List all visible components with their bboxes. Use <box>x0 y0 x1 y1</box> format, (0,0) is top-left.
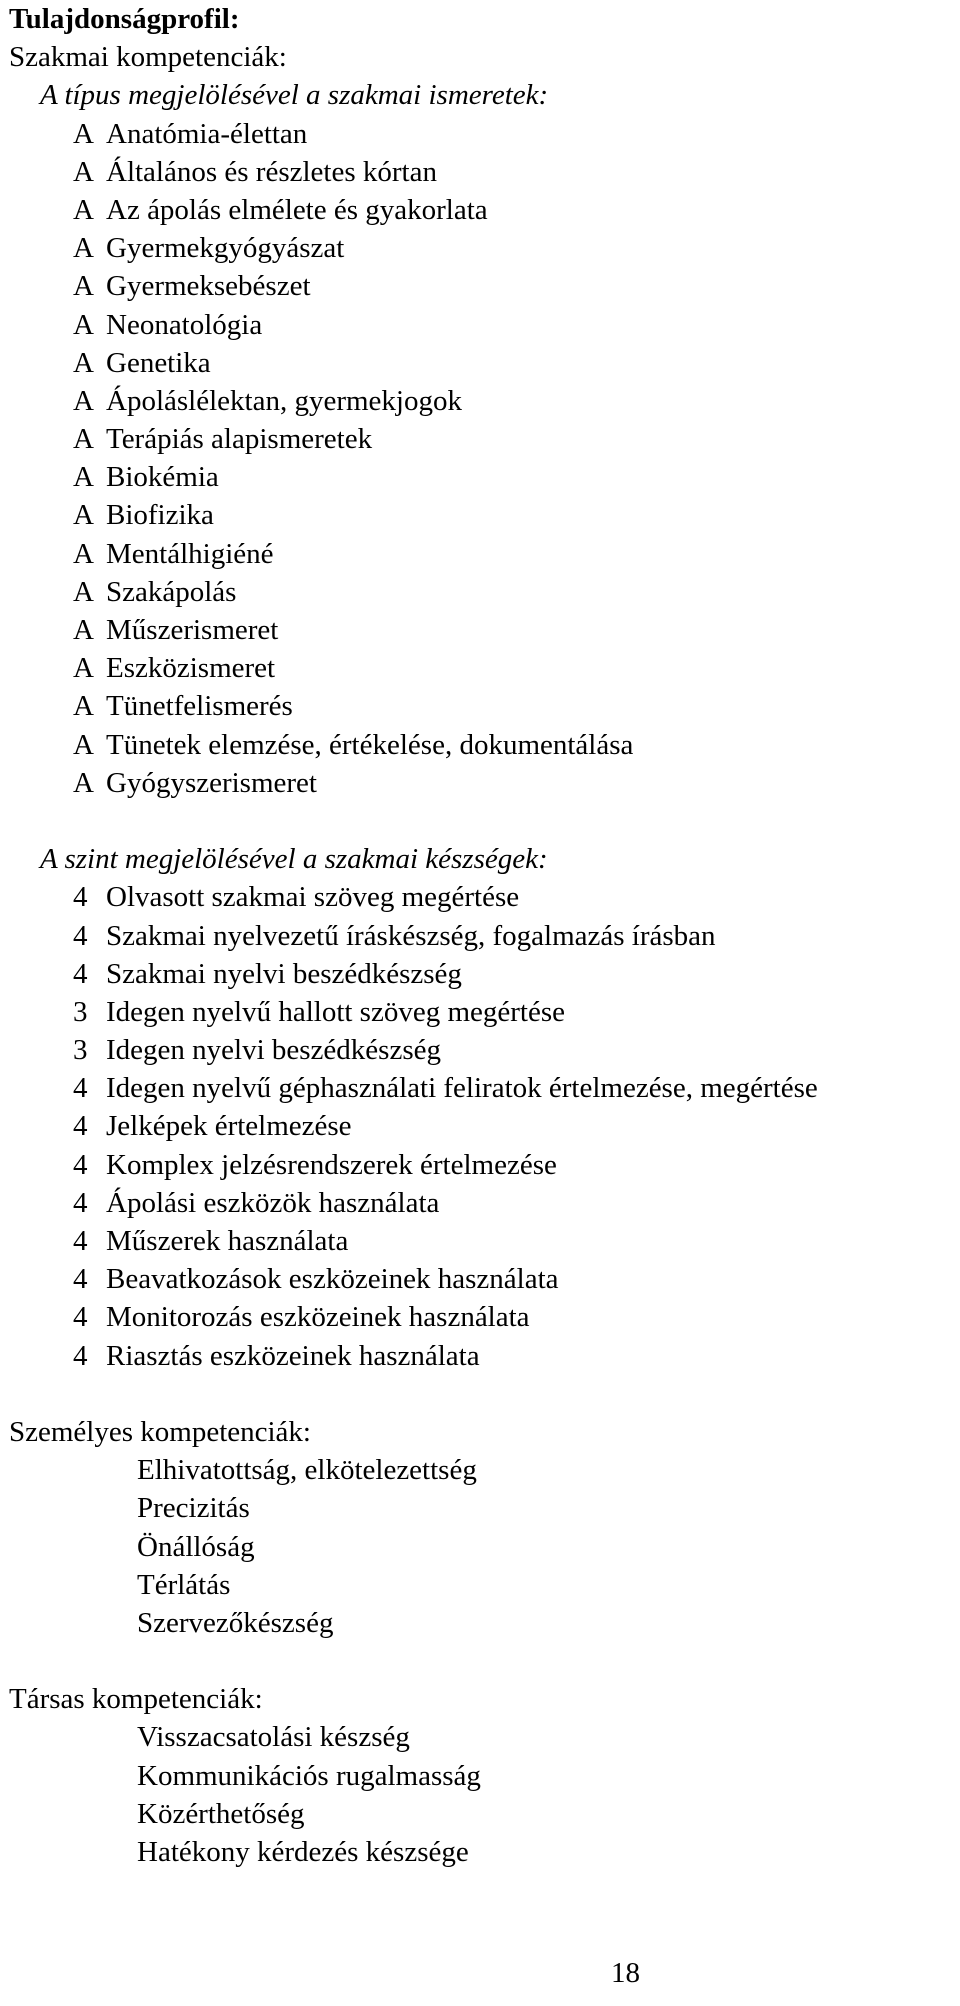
list-item: Precizitás <box>137 1492 250 1525</box>
list-item <box>9 573 954 611</box>
item-text: Idegen nyelvi beszédkészség <box>106 1034 441 1067</box>
item-text: Szakmai nyelvi beszédkészség <box>106 957 462 990</box>
list-item <box>9 267 954 305</box>
item-code: A <box>73 614 94 646</box>
list-item <box>9 153 954 191</box>
list-item <box>9 1107 954 1145</box>
item-code: A <box>73 499 94 532</box>
item-code: A <box>73 652 94 685</box>
item-code: 3 <box>73 995 88 1028</box>
list-item <box>9 420 954 458</box>
list-item <box>9 917 954 955</box>
item-text: Szakápolás <box>106 575 237 608</box>
list-item <box>9 955 954 993</box>
item-code: A <box>73 117 94 150</box>
item-text: Komplex jelzésrendszerek értelmezése <box>106 1148 557 1181</box>
item-code: A <box>73 461 94 494</box>
item-code: A <box>73 308 94 341</box>
list-item <box>9 1337 954 1375</box>
item-text: Idegen nyelvű hallott szöveg megértése <box>106 995 566 1028</box>
list-item <box>9 1069 954 1107</box>
item-code: 4 <box>73 1072 88 1105</box>
item-text: Monitorozás eszközeinek használata <box>106 1301 530 1334</box>
item-text: Műszerek használata <box>106 1225 349 1257</box>
item-text: Mentálhigiéné <box>106 537 274 570</box>
list-item <box>9 458 954 496</box>
item-code: A <box>73 575 94 608</box>
item-text: Biofizika <box>106 499 214 532</box>
item-code: 4 <box>73 881 88 914</box>
item-text: Gyógyszerismeret <box>106 766 317 799</box>
page-number: 18 <box>611 1957 640 1989</box>
item-text: Gyermeksebészet <box>106 270 311 303</box>
list-item <box>9 344 954 382</box>
list-item <box>9 1146 954 1184</box>
list-item: Szervezőkészség <box>137 1606 334 1639</box>
spacer <box>9 1642 954 1680</box>
item-text: Beavatkozások eszközeinek használata <box>106 1263 559 1296</box>
subheading-keszsegek: A szint megjelölésével a szakmai készségek: <box>40 843 548 876</box>
tarsas-list <box>9 1718 954 1871</box>
item-code: 4 <box>73 1148 88 1181</box>
ismeretek-list <box>9 115 954 802</box>
item-code: 4 <box>73 919 88 952</box>
list-item <box>9 496 954 534</box>
item-text: Gyermekgyógyászat <box>106 232 345 265</box>
item-code: 3 <box>73 1034 88 1067</box>
item-text: Az ápolás elmélete és gyakorlata <box>106 193 488 226</box>
szemelyes-list <box>9 1451 954 1642</box>
list-item <box>9 229 954 267</box>
list-item: Önállóság <box>137 1530 255 1563</box>
keszsegek-list <box>9 878 954 1374</box>
list-item: Hatékony kérdezés készsége <box>137 1836 469 1868</box>
item-text: Genetika <box>106 346 211 379</box>
list-item <box>9 1260 954 1298</box>
item-text: Tünetek elemzése, értékelése, dokumentálása <box>106 728 634 761</box>
item-text: Általános és részletes kórtan <box>106 155 437 188</box>
item-text: Olvasott szakmai szöveg megértése <box>106 881 520 914</box>
list-item: Elhivatottság, elkötelezettség <box>137 1454 477 1487</box>
item-code: A <box>73 346 94 379</box>
page-title: Tulajdonságprofil: <box>9 3 240 35</box>
list-item <box>9 993 954 1031</box>
list-item <box>9 191 954 229</box>
section-heading-szemelyes: Személyes kompetenciák: <box>9 1415 311 1448</box>
item-text: Műszerismeret <box>106 614 279 646</box>
list-item: Kommunikációs rugalmasság <box>137 1759 481 1792</box>
list-item <box>9 611 954 649</box>
item-text: Biokémia <box>106 461 219 494</box>
item-code: A <box>73 690 94 723</box>
item-text: Ápolási eszközök használata <box>106 1186 440 1219</box>
list-item <box>9 306 954 344</box>
item-text: Jelképek értelmezése <box>106 1110 352 1143</box>
item-code: A <box>73 270 94 303</box>
list-item <box>9 1222 954 1260</box>
item-code: 4 <box>73 1301 88 1334</box>
item-code: A <box>73 193 94 226</box>
item-code: 4 <box>73 957 88 990</box>
section-heading-tarsas: Társas kompetenciák: <box>9 1683 263 1716</box>
item-text: Ápoláslélektan, gyermekjogok <box>106 384 462 417</box>
subheading-ismeretek: A típus megjelölésével a szakmai ismeretek: <box>40 79 549 112</box>
list-item: Közérthetőség <box>137 1797 305 1830</box>
item-text: Eszközismeret <box>106 652 276 685</box>
spacer <box>9 802 954 840</box>
item-code: A <box>73 384 94 417</box>
document-body <box>9 0 954 1871</box>
item-code: A <box>73 766 94 799</box>
list-item: Visszacsatolási készség <box>137 1721 410 1754</box>
spacer <box>9 1375 954 1413</box>
list-item <box>9 115 954 153</box>
item-text: Neonatológia <box>106 308 263 341</box>
list-item <box>9 1298 954 1336</box>
item-code: A <box>73 537 94 570</box>
list-item <box>9 687 954 725</box>
item-text: Riasztás eszközeinek használata <box>106 1339 480 1372</box>
list-item <box>9 878 954 916</box>
item-text: Idegen nyelvű géphasználati feliratok értelmezése, megértése <box>106 1072 818 1105</box>
item-text: Anatómia-élettan <box>106 117 308 150</box>
item-code: 4 <box>73 1225 88 1257</box>
item-code: A <box>73 423 94 456</box>
item-code: A <box>73 155 94 188</box>
list-item <box>9 1031 954 1069</box>
list-item <box>9 726 954 764</box>
item-code: 4 <box>73 1339 88 1372</box>
item-code: 4 <box>73 1186 88 1219</box>
section-heading-szakmai: Szakmai kompetenciák: <box>9 41 287 74</box>
item-code: A <box>73 728 94 761</box>
item-code: A <box>73 232 94 265</box>
list-item: Térlátás <box>137 1568 231 1601</box>
item-text: Szakmai nyelvezetű íráskészség, fogalmazás írásban <box>106 919 716 952</box>
item-text: Tünetfelismerés <box>106 690 293 723</box>
list-item <box>9 1184 954 1222</box>
list-item <box>9 382 954 420</box>
list-item <box>9 649 954 687</box>
list-item <box>9 764 954 802</box>
list-item <box>9 535 954 573</box>
item-code: 4 <box>73 1263 88 1296</box>
item-code: 4 <box>73 1110 88 1143</box>
item-text: Terápiás alapismeretek <box>106 423 373 456</box>
